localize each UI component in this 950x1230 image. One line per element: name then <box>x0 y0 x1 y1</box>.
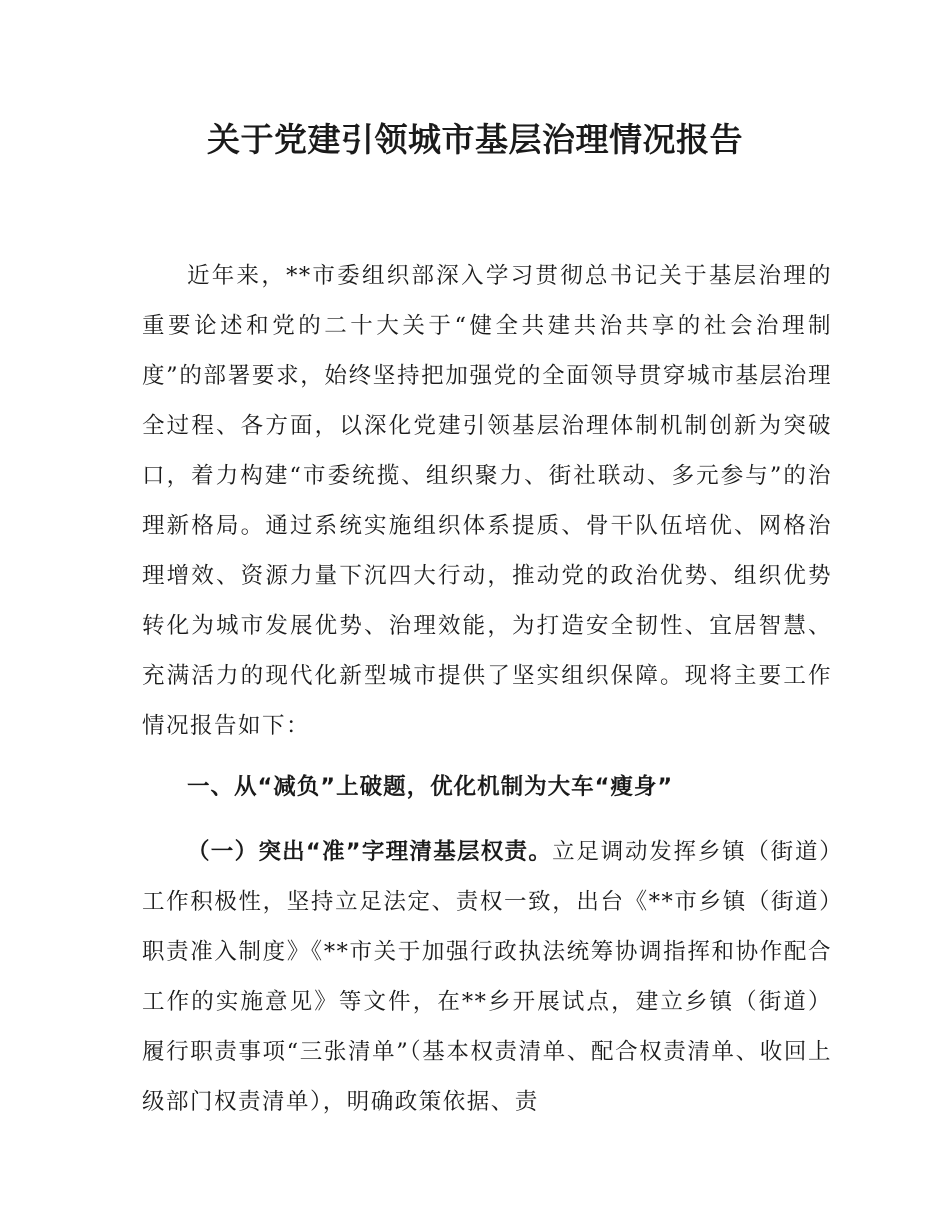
intro-paragraph: 近年来，**市委组织部深入学习贯彻总书记关于基层治理的重要论述和党的二十大关于“健全共建共治共享的社会治理制度”的部署要求，始终坚持把加强党的全面领导贯穿城市基层治理全过程、各方面，以深化党建引领基层治理体制机制创新为突破口，着力构建“市委统揽、组织聚力、街社联动、多元参与”的治理新格局。通过系统实施组织体系提质、骨干队伍培优、网格治理增效、资源力量下沉四大行动，推动党的政治优势、组织优势转化为城市发展优势、治理效能，为打造安全韧性、宜居智慧、充满活力的现代化新型城市提供了坚实组织保障。现将主要工作情况报告如下： <box>142 263 832 739</box>
section-1-paragraph-1 <box>142 827 832 1127</box>
document-title: 关于党建引领城市基层治理情况报告 <box>207 120 743 159</box>
paragraph-subheading: （一）突出“准”字理清基层权责。 <box>187 839 553 865</box>
section-heading-1: 一、从“减负”上破题，优化机制为大车“瘦身” <box>187 774 674 800</box>
paragraph-text: 立足调动发挥乡镇（街道）工作积极性，坚持立足法定、责权一致，出台《**市乡镇（街道）职责准入制度》《**市关于加强行政执法统筹协调指挥和协作配合工作的实施意见》等文件，在**乡开展试点，建立乡镇（街道）履行职责事项“三张清单”（基本权责清单、配合权责清单、收回上级部门权责清单），明确政策依据、责 <box>142 839 832 1115</box>
